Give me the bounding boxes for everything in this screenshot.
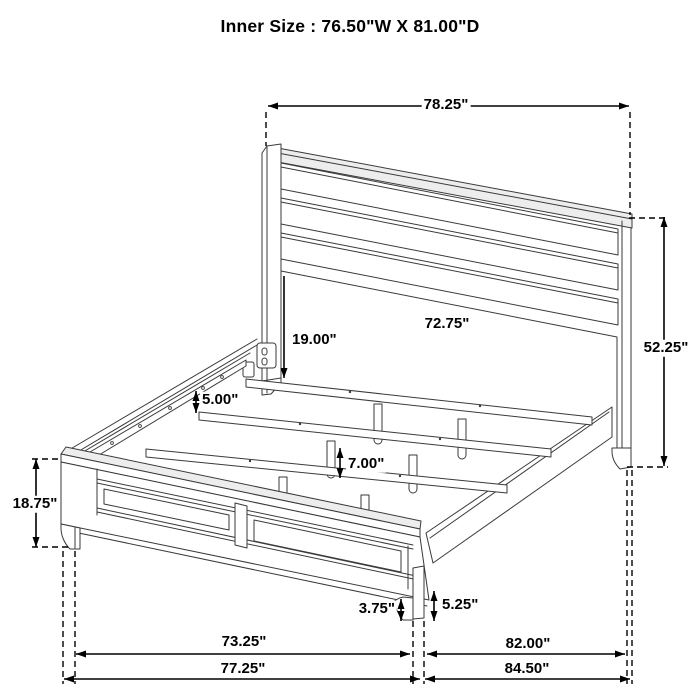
dim-footboard-foot-height: 3.75" [358,599,395,617]
dim-overall-depth: 84.50" [504,659,550,677]
dim-footboard-overall-width: 77.25" [220,659,266,677]
dim-headboard-post-height: 19.00" [292,330,337,348]
dim-corner-leg-height: 5.25" [442,595,479,613]
dim-headboard-panel-width: 72.75" [424,314,470,332]
dim-overall-width-top: 78.25" [423,95,469,113]
footboard-left-leg [61,524,80,549]
diagram-title: Inner Size : 76.50"W X 81.00"D [220,16,480,36]
dim-headboard-height: 52.25" [643,338,689,356]
dim-side-rail-length: 82.00" [505,634,551,652]
dim-footboard-inner-width: 73.25" [221,632,267,650]
corner-leg [413,566,424,619]
dim-footboard-height: 18.75" [12,494,58,512]
dim-rail-to-slat-drop: 5.00" [202,390,239,408]
dim-center-leg-height: 7.00" [348,454,385,472]
